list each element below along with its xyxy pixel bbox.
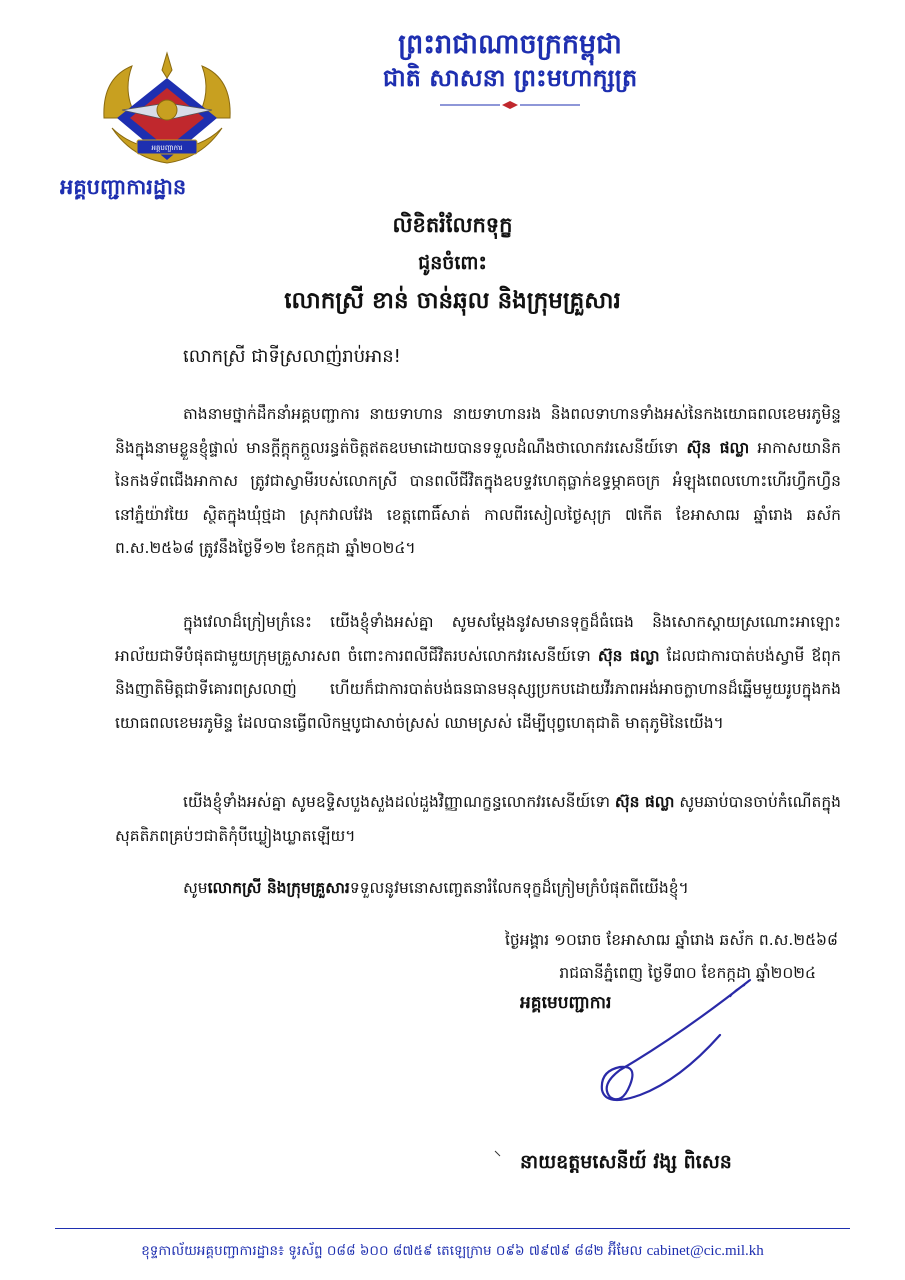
salutation: លោកស្រី ជាទីស្រលាញ់រាប់អាន! bbox=[183, 346, 401, 367]
deceased-name: ស៊ុន ផល្លា bbox=[614, 793, 675, 811]
national-motto: ជាតិ សាសនា ព្រះមហាក្សត្រ bbox=[382, 64, 638, 92]
deceased-name: ស៊ុន ផល្លា bbox=[597, 646, 660, 665]
paragraph-2: ក្នុងវេលាដ៏ក្រៀមក្រំនេះ យើងខ្ញុំទាំងអស់គ្នា សូមសម្តែងនូវសមានទុក្ខដ៏ធំធេង និងសោកស្តាយស្រណោះអាឡោះអាល័យជាទីបំផុតជាមួយក្រុមគ្រួសារសព ចំពោះការពលីជីវិតរបស់លោកវរសេនីយ៍ទោ ស៊ុន ផល្លា ដែលជាការបាត់បង់ស្វាមី ឪពុក និងញាតិមិត្តជាទីគោរពស្រលាញ់ ហើយក៏ជាការបាត់បង់ធនធានមនុស្សប្រកបដោយវីរភាពអង់អាចក្លាហានដ៏ឆ្នើមមួយរូបក្នុងកងយោធពលខេមរភូមិន្ទ ដែលបានធ្វើពលិកម្មបូជាសាច់ស្រស់ ឈាមស្រស់ ដើម្បីបុព្វហេតុជាតិ មាតុភូមិនៃយើង។ bbox=[115, 613, 841, 732]
recipient-name: លោកស្រី ខាន់ ចាន់ឆុល និងក្រុមគ្រួសារ bbox=[284, 288, 621, 314]
handwritten-signature bbox=[560, 975, 760, 1115]
letter-title: លិខិតរំលែកទុក្ខ bbox=[392, 213, 513, 237]
lunar-date: ថ្ងៃអង្គារ ១០រោច ខែអាសាឍ ឆ្នាំរោង ឆស័ក ព.ស.២៥៦៨ bbox=[504, 931, 838, 949]
email-link[interactable]: cabinet@cic.mil.kh bbox=[646, 1243, 764, 1259]
paragraph-1: តាងនាមថ្នាក់ដឹកនាំអគ្គបញ្ជាការ នាយទាហាន នាយទាហានរង និងពលទាហានទាំងអស់នៃកងយោធពលខេមរភូមិន្ទ និងក្នុងនាមខ្លួនខ្ញុំផ្ទាល់ មានក្តីក្តុកក្តួលរន្ធត់ចិត្តឥតឧបមាដោយបានទទួលដំណឹងថាលោកវរសេនីយ៍ទោ ស៊ុន ផល្លា អាកាសយានិកនៃកងទ័ពជើងអាកាស ត្រូវជាស្វាមីរបស់លោកស្រី បានពលីជីវិតក្នុងឧបទ្ទវហេតុធ្លាក់ឧទ្ធម្ភាគចក្រ អំឡុងពេលហោះហើរហ្វឹកហ្វឺន នៅភ្នំយ៉ាវយៃ ស្ថិតក្នុងឃុំថ្មដា ស្រុកវាលវែង ខេត្តពោធិ៍សាត់ កាលពីរសៀលថ្ងៃសុក្រ ៧កើត ខែអាសាឍ ឆ្នាំរោង ឆស័ក ព.ស.២៥៦៨ ត្រូវនឹងថ្ងៃទី១២ ខែកក្កដា ឆ្នាំ២០២៤។ bbox=[115, 405, 842, 557]
paragraph-3: យើងខ្ញុំទាំងអស់គ្នា សូមឧទ្ទិសបួងសួងដល់ដួងវិញ្ញាណក្ខន្ធលោកវរសេនីយ៍ទោ ស៊ុន ផល្លា សូមឆាប់បានចាប់កំណើតក្នុងសុគតិភពគ្រប់ៗជាតិកុំបីឃ្លៀងឃ្លាតឡើយ។ bbox=[115, 793, 842, 845]
signer-name: នាយឧត្តមសេនីយ៍ វង្ស ពិសេន bbox=[520, 1151, 732, 1173]
position-title: អគ្គមេបញ្ជាការ bbox=[520, 993, 612, 1013]
solar-date: រាជធានីភ្នំពេញ ថ្ងៃទី៣០ ខែកក្កដា ឆ្នាំ២០២៤ bbox=[559, 964, 816, 982]
ornament-divider bbox=[440, 100, 580, 110]
tick-mark bbox=[494, 1150, 502, 1158]
addressed-to: ជូនចំពោះ bbox=[418, 252, 487, 274]
general-command-emblem-logo bbox=[92, 48, 242, 178]
footer-contact: ខុទ្ទកាល័យអគ្គបញ្ជាការដ្ឋាន៖ ទូរស័ព្ទ ០៨៨ ៦០០ ៨៧៥៩ តេឡេក្រាម ០៩៦ ៧៩៧៩ ៨៨២ អ៊ីមែល cabinet@cic.mil.kh bbox=[141, 1243, 764, 1259]
organization-name: អគ្គបញ្ជាការដ្ឋាន bbox=[60, 175, 187, 199]
deceased-name: ស៊ុន ផល្លា bbox=[686, 438, 750, 457]
footer-divider bbox=[55, 1228, 850, 1229]
kingdom-title: ព្រះរាជាណាចក្រកម្ពុជា bbox=[398, 29, 622, 60]
paragraph-4: សូមលោកស្រី និងក្រុមគ្រួសារទទួលនូវមនោសញ្ចេតនារំលែកទុក្ខដ៏ក្រៀមក្រំបំផុតពីយើងខ្ញុំ។ bbox=[183, 879, 689, 897]
recipient-bold: លោកស្រី និងក្រុមគ្រួសារ bbox=[207, 879, 350, 897]
emblem-ribbon-text: អគ្គបញ្ជាការ bbox=[151, 144, 183, 152]
